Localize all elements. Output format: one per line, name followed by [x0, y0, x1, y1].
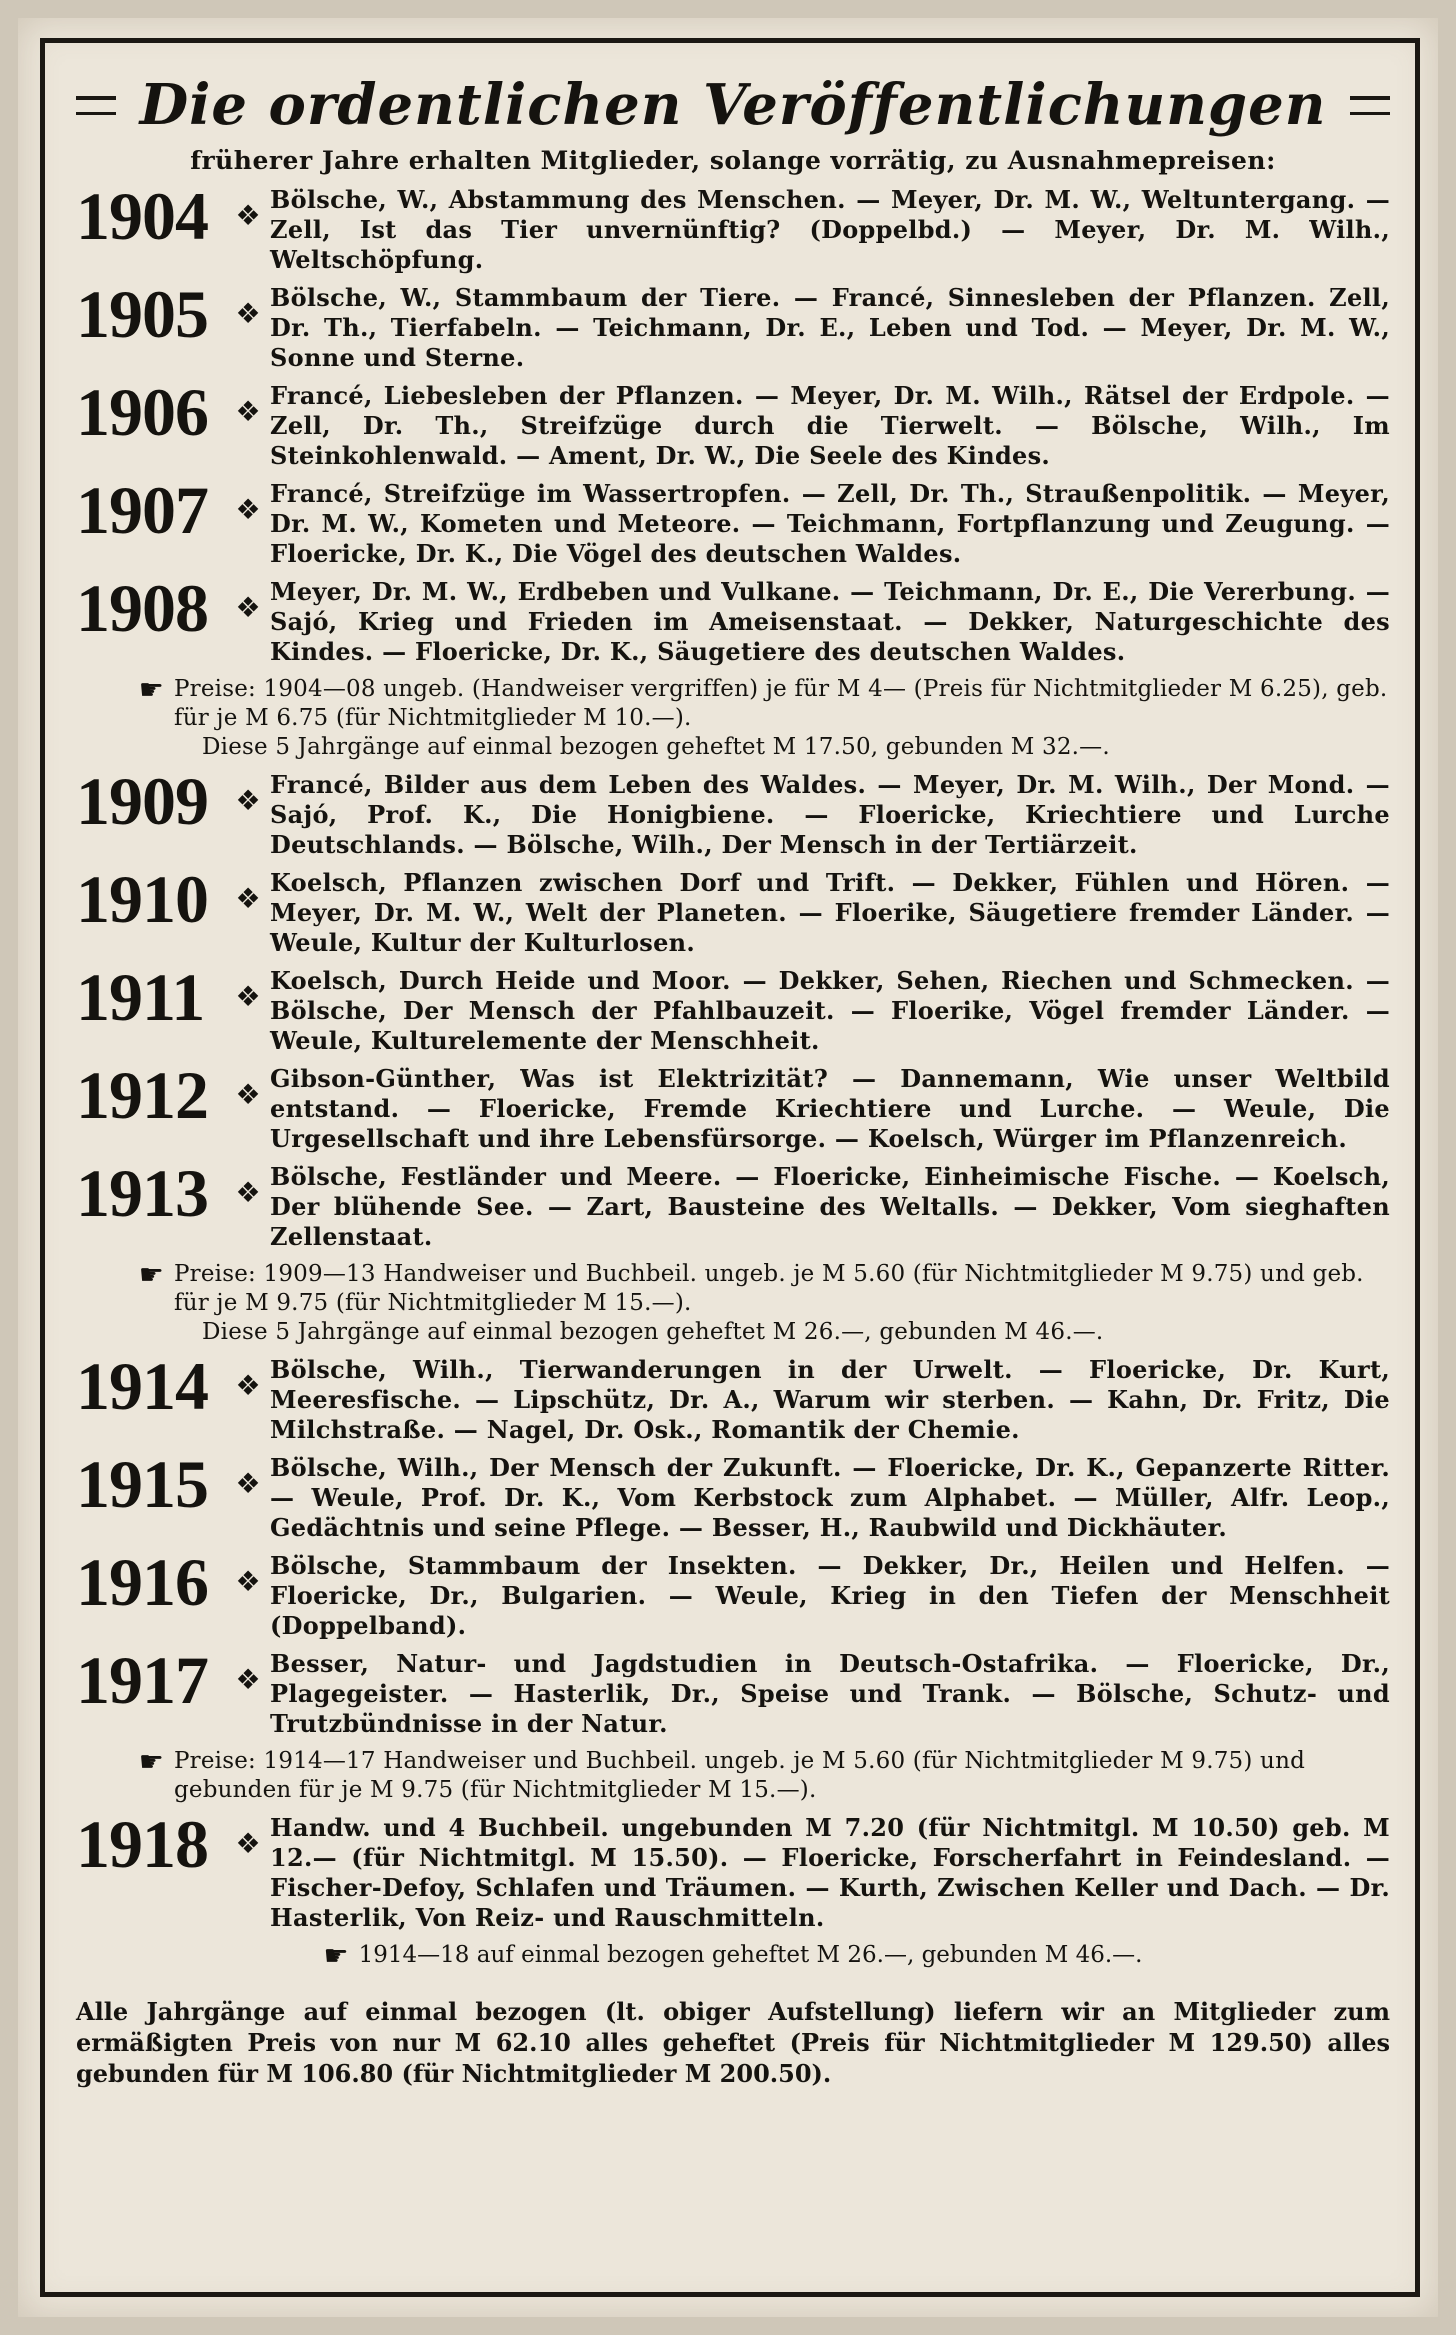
year-number: 1905	[76, 276, 208, 352]
year-contents: Bölsche, Wilh., Der Mensch der Zukunft. — Floericke, Dr. K., Gepanzerte Ritter. — Weule, Prof. Dr. K., Vom Kerbstock zum Alphabet. — Müller, Alfr. Leop., Gedächtnis und seine Pflege. — Besser, H., Raubwild und Dickhäuter.	[270, 1453, 1390, 1542]
bullet-icon: ❖	[235, 591, 261, 624]
price-note	[76, 675, 1390, 762]
bullet-icon: ❖	[235, 1565, 261, 1598]
bullet-icon: ❖	[235, 1369, 261, 1402]
document-content	[76, 72, 1390, 2089]
bullet-icon: ❖	[235, 980, 261, 1013]
bullet-icon: ❖	[235, 493, 261, 526]
year-contents: Bölsche, W., Abstammung des Menschen. — Meyer, Dr. M. W., Weltuntergang. — Zell, Ist das Tier unvernünftig? (Doppelbd.) — Meyer, Dr. M. Wilh., Weltschöpfung.	[270, 185, 1390, 274]
year-number: 1914	[76, 1348, 208, 1424]
bullet-icon: ❖	[235, 199, 261, 232]
page-title: Die ordentlichen Veröffentlichungen	[139, 72, 1327, 138]
year-entry	[76, 178, 1390, 275]
year-entry	[76, 959, 1390, 1056]
price-note-line: Preise: 1914—17 Handweiser und Buchbeil. ungeb. je M 5.60 (für Nichtmitglieder M 9.75) und gebunden für je M 9.75 (für Nichtmitglieder M 15.—).	[174, 1748, 1306, 1803]
year-number: 1916	[76, 1544, 208, 1620]
price-note-body	[174, 1747, 1390, 1805]
price-note-line: Diese 5 Jahrgänge auf einmal bezogen geheftet M 17.50, gebunden M 32.—.	[202, 734, 1110, 760]
year-entry	[76, 1806, 1390, 1933]
price-note-line: 1914—18 auf einmal bezogen geheftet M 26.—, gebunden M 46.—.	[358, 1942, 1143, 1968]
year-number: 1918	[76, 1806, 208, 1882]
year-contents: Gibson-Günther, Was ist Elektrizität? — Dannemann, Wie unser Weltbild entstand. — Floericke, Fremde Kriechtiere und Lurche. — Weule, Die Urgesellschaft und ihre Lebensfürsorge. — Koelsch, Würger im Pflanzenreich.	[270, 1064, 1390, 1153]
year-number: 1908	[76, 570, 208, 646]
price-note	[76, 1747, 1390, 1805]
year-entry	[76, 1544, 1390, 1641]
pointing-hand-icon: ☛	[138, 1745, 164, 1778]
year-group-1909-1913	[76, 763, 1390, 1347]
pointing-hand-icon: ☛	[323, 1939, 349, 1972]
price-note	[76, 1941, 1390, 1970]
year-entry	[76, 1155, 1390, 1252]
year-entry	[76, 472, 1390, 569]
year-number: 1915	[76, 1446, 208, 1522]
year-group-1904-1908	[76, 178, 1390, 762]
final-note: Alle Jahrgänge auf einmal bezogen (lt. obiger Aufstellung) liefern wir an Mitglieder zum ermäßigten Preis von nur M 62.10 alles geheftet (Preis für Nichtmitglieder M 129.50) alles gebunden für M 106.80 (für Nichtmitglieder M 200.50).	[76, 1997, 1390, 2088]
year-number: 1904	[76, 178, 208, 254]
year-entry	[76, 763, 1390, 860]
year-contents: Bölsche, Wilh., Tierwanderungen in der Urwelt. — Floericke, Dr. Kurt, Meeresfische. — Lipschütz, Dr. A., Warum wir sterben. — Kahn, Dr. Fritz, Die Milchstraße. — Nagel, Dr. Osk., Romantik der Chemie.	[270, 1355, 1390, 1444]
year-entry	[76, 374, 1390, 471]
bullet-icon: ❖	[235, 297, 261, 330]
price-note-line: Preise: 1904—08 ungeb. (Handweiser vergriffen) je für M 4— (Preis für Nichtmitglieder M 6.25), geb. für je M 6.75 (für Nichtmitglieder M 10.—).	[174, 676, 1388, 731]
year-entry	[76, 1348, 1390, 1445]
year-contents: Bölsche, W., Stammbaum der Tiere. — Francé, Sinnesleben der Pflanzen. Zell, Dr. Th., Tierfabeln. — Teichmann, Dr. E., Leben und Tod. — Meyer, Dr. M. W., Sonne und Sterne.	[270, 283, 1390, 372]
heading-row	[76, 72, 1390, 138]
year-number: 1913	[76, 1155, 208, 1231]
price-note	[76, 1260, 1390, 1347]
year-number: 1907	[76, 472, 208, 548]
year-contents: Francé, Liebesleben der Pflanzen. — Meyer, Dr. M. Wilh., Rätsel der Erdpole. — Zell, Dr. Th., Streifzüge durch die Tierwelt. — Bölsche, Wilh., Im Steinkohlenwald. — Ament, Dr. W., Die Seele des Kindes.	[270, 381, 1390, 470]
pointing-hand-icon: ☛	[138, 673, 164, 706]
year-number: 1909	[76, 763, 208, 839]
bullet-icon: ❖	[235, 1663, 261, 1696]
price-note-body	[174, 675, 1390, 762]
bullet-icon: ❖	[235, 1078, 261, 1111]
year-contents: Besser, Natur- und Jagdstudien in Deutsch-Ostafrika. — Floericke, Dr., Plagegeister. — Hasterlik, Dr., Speise und Trank. — Bölsche, Schutz- und Trutzbündnisse in der Natur.	[270, 1649, 1390, 1738]
bullet-icon: ❖	[235, 1467, 261, 1500]
year-entry	[76, 570, 1390, 667]
year-contents: Bölsche, Stammbaum der Insekten. — Dekker, Dr., Heilen und Helfen. — Floericke, Dr., Bulgarien. — Weule, Krieg in den Tiefen der Menschheit (Doppelband).	[270, 1551, 1390, 1640]
year-contents: Koelsch, Durch Heide und Moor. — Dekker, Sehen, Riechen und Schmecken. — Bölsche, Der Mensch der Pfahlbauzeit. — Floerike, Vögel fremder Länder. — Weule, Kulturelemente der Menschheit.	[270, 966, 1390, 1055]
year-contents: Meyer, Dr. M. W., Erdbeben und Vulkane. — Teichmann, Dr. E., Die Vererbung. — Sajó, Krieg und Frieden im Ameisenstaat. — Dekker, Naturgeschichte des Kindes. — Floericke, Dr. K., Säugetiere des deutschen Waldes.	[270, 577, 1390, 666]
bullet-icon: ❖	[235, 1176, 261, 1209]
heading-rule-right	[1350, 96, 1390, 115]
year-number: 1906	[76, 374, 208, 450]
year-entry	[76, 1057, 1390, 1154]
year-contents: Koelsch, Pflanzen zwischen Dorf und Trift. — Dekker, Fühlen und Hören. — Meyer, Dr. M. W., Welt der Planeten. — Floerike, Säugetiere fremder Länder. — Weule, Kultur der Kulturlosen.	[270, 868, 1390, 957]
year-number: 1911	[76, 959, 205, 1035]
price-note-body	[174, 1260, 1390, 1347]
pointing-hand-icon: ☛	[138, 1258, 164, 1291]
year-contents: Handw. und 4 Buchbeil. ungebunden M 7.20 (für Nichtmitgl. M 10.50) geb. M 12.— (für Nichtmitgl. M 15.50). — Floericke, Forscherfahrt in Feindesland. — Fischer-Defoy, Schlafen und Träumen. — Kurth, Zwischen Keller und Dach. — Dr. Hasterlik, Von Reiz- und Rauschmitteln.	[270, 1813, 1390, 1932]
year-contents: Bölsche, Festländer und Meere. — Floericke, Einheimische Fische. — Koelsch, Der blühende See. — Zart, Bausteine des Weltalls. — Dekker, Vom sieghaften Zellenstaat.	[270, 1162, 1390, 1251]
bullet-icon: ❖	[235, 784, 261, 817]
document-page	[18, 18, 1438, 2317]
year-entry	[76, 1446, 1390, 1543]
year-contents: Francé, Bilder aus dem Leben des Waldes. — Meyer, Dr. M. Wilh., Der Mond. — Sajó, Prof. K., Die Honigbiene. — Floericke, Kriechtiere und Lurche Deutschlands. — Bölsche, Wilh., Der Mensch in der Tertiärzeit.	[270, 770, 1390, 859]
year-entry	[76, 861, 1390, 958]
bullet-icon: ❖	[235, 1827, 261, 1860]
year-group-1918	[76, 1806, 1390, 1972]
bullet-icon: ❖	[235, 395, 261, 428]
price-note-line: Diese 5 Jahrgänge auf einmal bezogen geheftet M 26.—, gebunden M 46.—.	[202, 1319, 1104, 1345]
page-subtitle: früherer Jahre erhalten Mitglieder, solange vorrätig, zu Ausnahmepreisen:	[190, 146, 1276, 175]
year-group-1914-1917	[76, 1348, 1390, 1805]
year-number: 1917	[76, 1642, 208, 1718]
year-number: 1912	[76, 1057, 208, 1133]
price-note-line: Preise: 1909—13 Handweiser und Buchbeil. ungeb. je M 5.60 (für Nichtmitglieder M 9.75) und geb. für je M 9.75 (für Nichtmitglieder M 15.—).	[174, 1261, 1364, 1316]
year-contents: Francé, Streifzüge im Wassertropfen. — Zell, Dr. Th., Straußenpolitik. — Meyer, Dr. M. W., Kometen und Meteore. — Teichmann, Fortpflanzung und Zeugung. — Floericke, Dr. K., Die Vögel des deutschen Waldes.	[270, 479, 1390, 568]
heading-rule-left	[76, 96, 116, 115]
bullet-icon: ❖	[235, 882, 261, 915]
year-number: 1910	[76, 861, 208, 937]
year-entry	[76, 276, 1390, 373]
year-entry	[76, 1642, 1390, 1739]
